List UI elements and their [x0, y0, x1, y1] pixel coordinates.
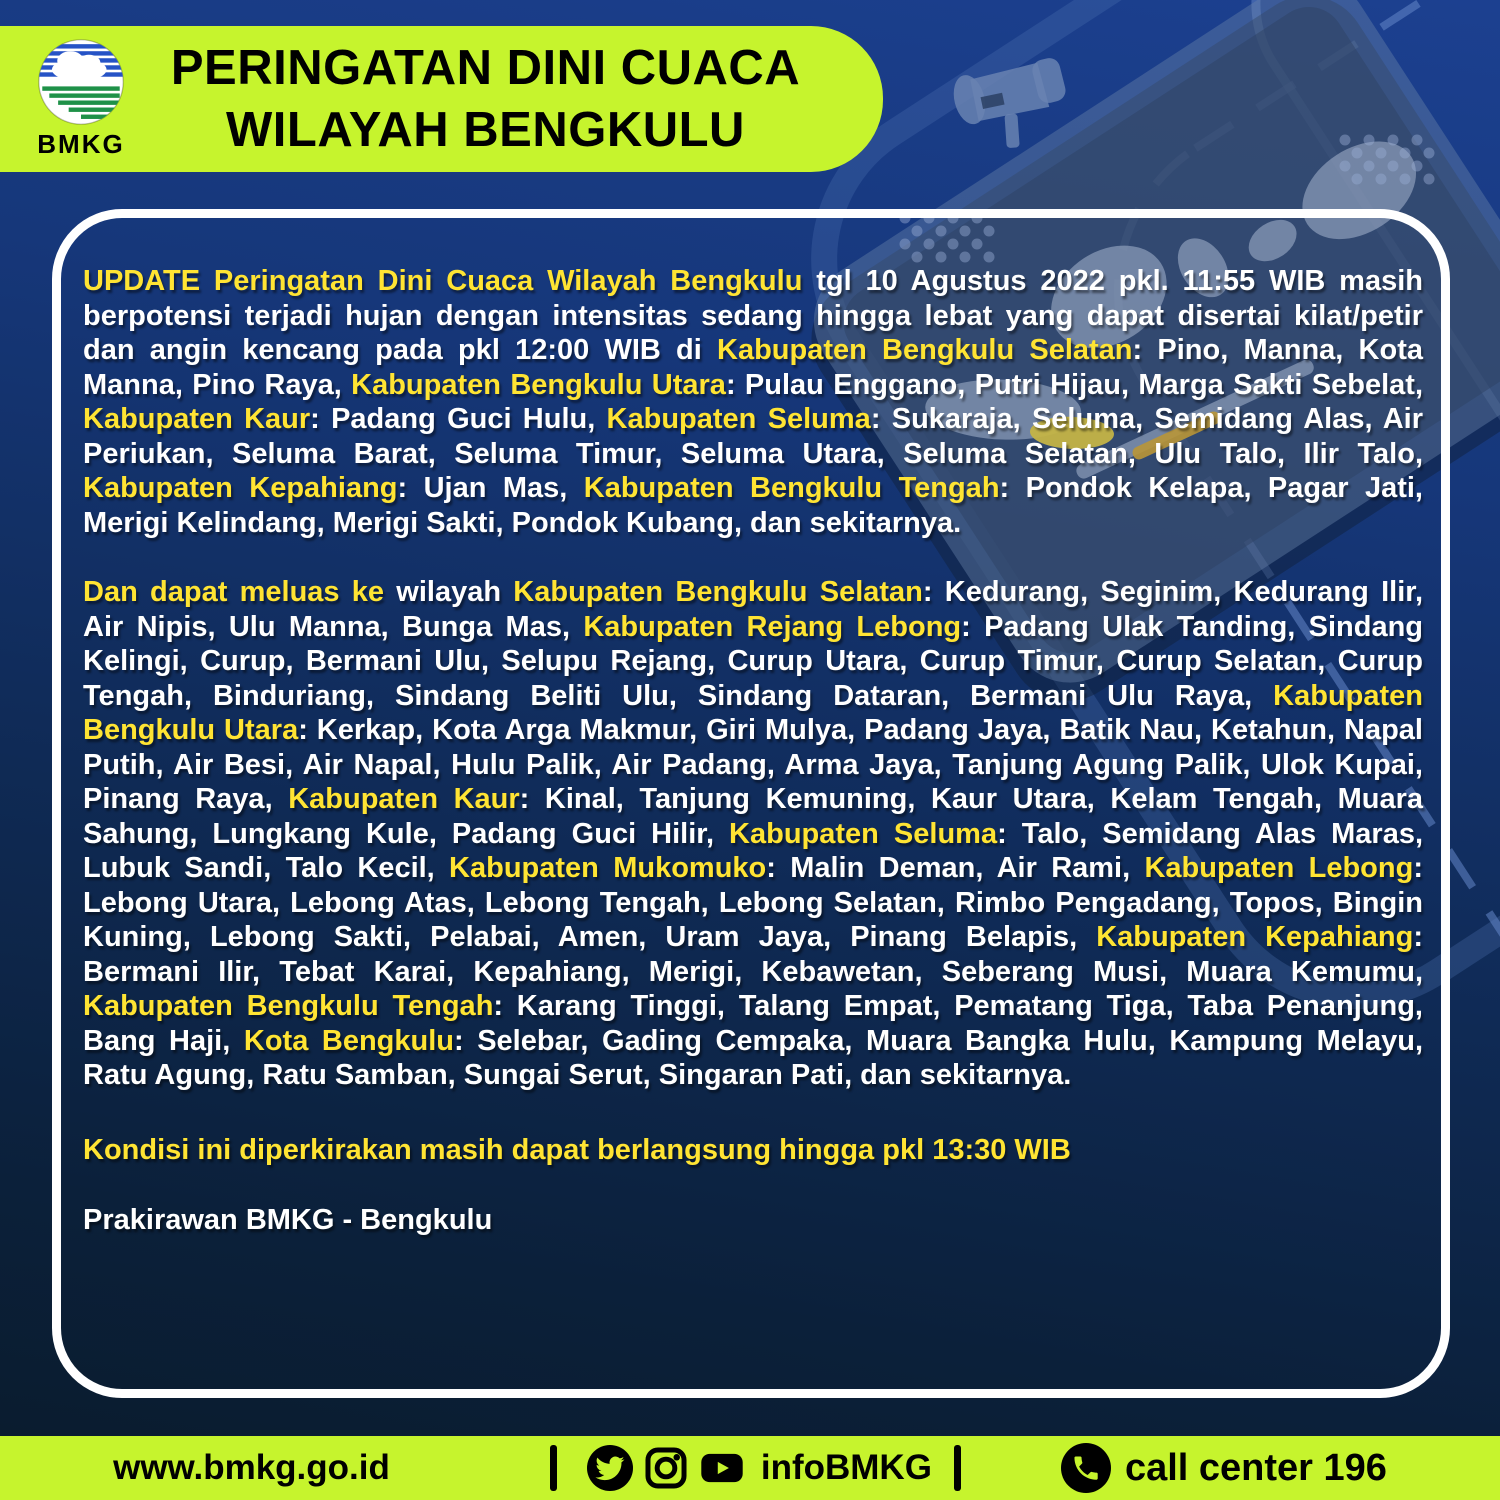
- region-highlight: Dan dapat meluas ke: [83, 576, 385, 608]
- forecaster-signature: Prakirawan BMKG - Bengkulu: [83, 1204, 493, 1236]
- warning-text-segment: : Padang Ulak Tanding, Sindang Kelingi, Curup, Bermani Ulu, Selupu Rejang, Curup Utara, Curup Timur, Curup Selatan, Curup Tengah, Binduriang, Sindang Beliti Ulu, Sindang Dataran, Bermani Ulu Raya,: [83, 610, 1424, 712]
- youtube-icon: [699, 1445, 745, 1491]
- region-highlight: Kabupaten Bengkulu Selatan: [717, 334, 1133, 366]
- warning-paragraph-2: [83, 575, 1423, 1093]
- title-line-1: PERINGATAN DINI CUACA: [170, 41, 801, 95]
- warning-paragraph-1: [83, 264, 1423, 540]
- separator-bar: [550, 1445, 557, 1491]
- region-highlight: Kabupaten Bengkulu Utara: [351, 368, 726, 401]
- region-highlight: Kabupaten Mukomuko: [449, 852, 767, 884]
- warning-text-segment: : Ujan Mas,: [397, 472, 584, 504]
- warning-text-segment: : Talo, Semidang Alas Maras, Lubuk Sandi, Talo Kecil,: [83, 817, 1424, 884]
- warning-text-segment: : Kedurang, Seginim, Kedurang Ilir, Air Nipis, Ulu Manna, Bunga Mas,: [83, 576, 1424, 643]
- region-highlight: Kabupaten Kepahiang: [1096, 921, 1414, 953]
- social-icons: [587, 1445, 745, 1491]
- warning-text-segment: wilayah: [384, 576, 514, 608]
- region-highlight: Kabupaten Seluma: [606, 403, 871, 435]
- region-highlight: Kabupaten Seluma: [729, 817, 998, 850]
- warning-text-segment: : Kinal, Tanjung Kemuning, Kaur Utara, Kelam Tengah, Muara Sahung, Lungkang Kule, Padang Guci Hilir,: [83, 783, 1423, 850]
- twitter-icon: [587, 1445, 633, 1491]
- bmkg-logo-icon: [37, 38, 125, 126]
- social-handle: infoBMKG: [760, 1448, 932, 1487]
- call-center-label: call center 196: [1124, 1446, 1387, 1489]
- bmkg-logo: [22, 38, 140, 160]
- instagram-icon: [643, 1445, 689, 1491]
- website-url: www.bmkg.go.id: [113, 1448, 390, 1487]
- region-highlight: Kabupaten Bengkulu Selatan: [513, 576, 923, 608]
- warning-text: [61, 218, 1441, 1238]
- footer-bar: [0, 1436, 1500, 1500]
- bmkg-logo-label: BMKG: [37, 129, 125, 159]
- warning-text-segment: : Karang Tinggi, Talang Empat, Pematang Tiga, Taba Penanjung, Bang Haji,: [83, 990, 1423, 1057]
- warning-text-segment: : Malin Deman, Air Rami,: [766, 852, 1145, 884]
- region-highlight: Kabupaten Bengkulu Tengah: [83, 990, 494, 1022]
- region-highlight: UPDATE Peringatan Dini Cuaca Wilayah Bengkulu: [83, 265, 803, 297]
- warning-card: [52, 209, 1450, 1398]
- region-highlight: Kabupaten Kaur: [288, 783, 520, 815]
- validity-note: Kondisi ini diperkirakan masih dapat berlangsung hingga pkl 13:30 WIB: [83, 1133, 1071, 1166]
- warning-text-segment: : Lebong Utara, Lebong Atas, Lebong Tengah, Lebong Selatan, Rimbo Pengadang, Topos, Bingin Kuning, Lebong Sakti, Pelabai, Amen, Uram Jaya, Pinang Belapis,: [83, 852, 1423, 953]
- warning-text-segment: : Pulau Enggano, Putri Hijau, Marga Sakti Sebelat,: [725, 368, 1423, 401]
- warning-text-segment: tgl 10 Agustus 2022 pkl. 11:55 WIB masih berpotensi terjadi hujan dengan intensitas sedang hingga lebat yang dapat disertai kilat/petir dan angin kencang pada pkl 12:00 WIB di: [83, 265, 1423, 366]
- region-highlight: Kabupaten Bengkulu Tengah: [583, 472, 1000, 504]
- warning-text-segment: : Pino, Manna, Kota Manna, Pino Raya,: [83, 334, 1424, 401]
- warning-text-segment: : Sukaraja, Seluma, Semidang Alas, Air Periukan, Seluma Barat, Seluma Timur, Seluma Utara, Seluma Selatan, Ulu Talo, Ilir Talo,: [83, 403, 1423, 470]
- region-highlight: Kota Bengkulu: [243, 1024, 454, 1057]
- title-line-2: WILAYAH BENGKULU: [226, 103, 745, 157]
- region-highlight: Kabupaten Bengkulu Utara: [83, 679, 1423, 746]
- phone-icon: [1061, 1443, 1111, 1493]
- region-highlight: Kabupaten Lebong: [1144, 852, 1414, 884]
- warning-text-segment: : Kerkap, Kota Arga Makmur, Giri Mulya, Padang Jaya, Batik Nau, Ketahun, Napal Putih, Air Besi, Air Napal, Hulu Palik, Air Padang, Arma Jaya, Tanjung Agung Palik, Ulok Kupai, Pinang Raya,: [83, 714, 1423, 815]
- separator-bar: [954, 1445, 961, 1491]
- region-highlight: Kabupaten Kepahiang: [83, 472, 398, 504]
- warning-text-segment: : Selebar, Gading Cempaka, Muara Bangka Hulu, Kampung Melayu, Ratu Agung, Ratu Samban, Sungai Serut, Singaran Pati, dan sekitarnya.: [83, 1024, 1424, 1091]
- warning-text-segment: : Padang Guci Hulu,: [310, 403, 607, 435]
- region-highlight: Kabupaten Rejang Lebong: [583, 610, 962, 643]
- warning-text-segment: : Pondok Kelapa, Pagar Jati, Merigi Kelindang, Merigi Sakti, Pondok Kubang, dan sekitarnya.: [83, 472, 1423, 539]
- header-banner: [0, 26, 883, 172]
- page-title: [140, 37, 831, 161]
- warning-text-segment: : Bermani Ilir, Tebat Karai, Kepahiang, Merigi, Kebawetan, Seberang Musi, Muara Kemumu,: [83, 921, 1423, 988]
- region-highlight: Kabupaten Kaur: [83, 403, 311, 435]
